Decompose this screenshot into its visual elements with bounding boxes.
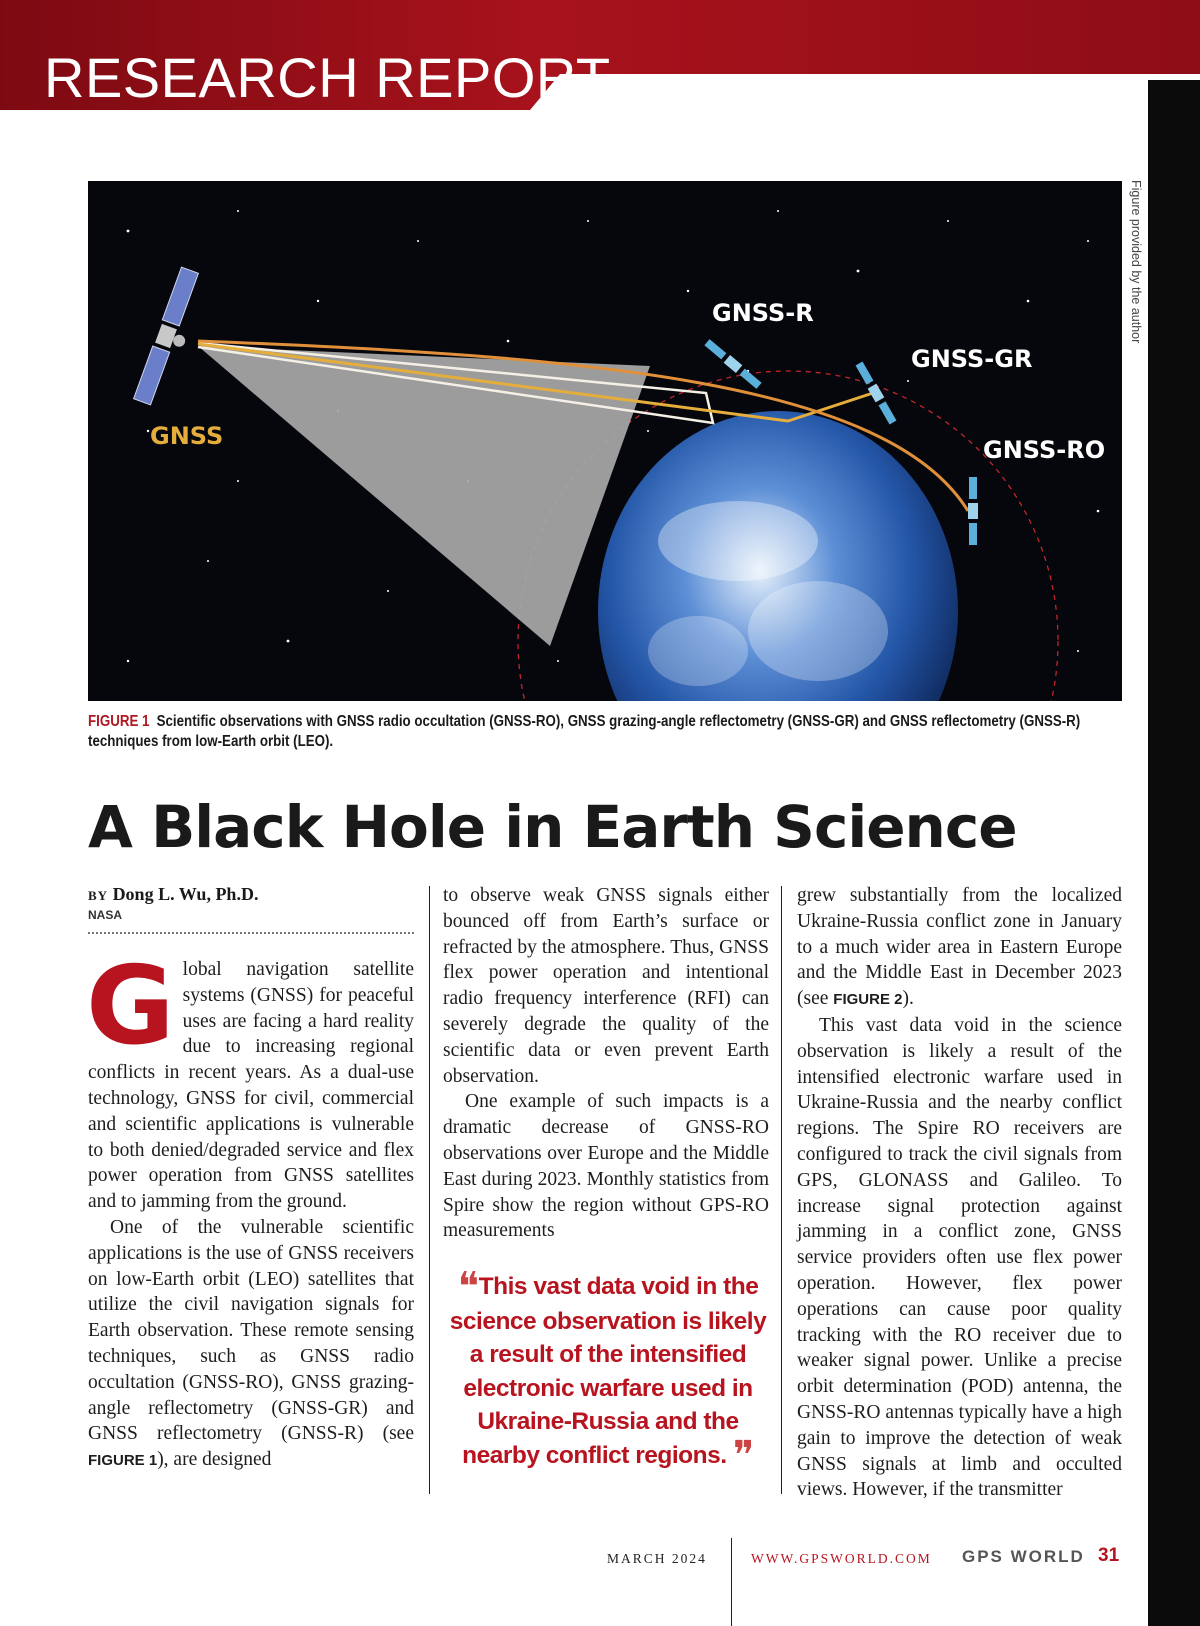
column-divider-2 [781,886,782,1494]
gnss-r-satellite-icon [704,338,763,389]
reflection-cone [198,346,650,646]
paragraph-text: One of the vulnerable scientific applications is the use of GNSS receivers on low-Earth orbit (LEO) satellites that utilize the civil navigation signals for Earth observation. These remote sensing techniques, such as GNSS radio occultation (GNSS-RO), GNSS grazing-angle reflectometry (GNSS-GR) and GNSS reflectometry (GNSS-R) (see [88,1216,414,1445]
paragraph-text: One example of such impacts is a dramatic decrease of GNSS-RO observations over Europe and the Middle East during 2023. Monthly statistics from Spire show the region without GPS-RO measurements [443,1091,769,1242]
body-column-1 [86,944,414,1474]
paragraph-text: ), are designed [157,1449,272,1471]
caption-figure-number: FIGURE 1 [88,713,150,730]
article-title: A Black Hole in Earth Science [88,793,1017,861]
paragraph-text: grew substantially from the localized Ukraine-Russia conflict zone in January to a much wider area in Eastern Europe and the Middle East in December 2023 (see [797,885,1122,1010]
label-gnss-ro: GNSS-RO [983,436,1106,464]
author-affiliation: NASA [88,908,123,922]
byline-by: BY [88,888,109,903]
gnss-illustration [88,181,1122,701]
website-link[interactable]: WWW.GPSWORLD.COM [751,1551,932,1566]
pull-quote-text: This vast data void in the science observation is likely a result of the intensified electronic warfare used in Ukraine-Russia and the nearby conflict regions. [449,1273,767,1469]
paragraph-text: lobal navigation satellite systems (GNSS) for peaceful uses are facing a hard reality due to increasing regional conflicts in recent years. As a dual-use technology, GNSS for civil, commercial and scientific applications is vulnerable to both denied/degraded service and flex power operation from GNSS satellites and to jamming from the ground. [88,959,414,1213]
open-quote-icon: ❝ [457,1264,479,1310]
paragraph [443,883,769,1089]
paragraph [443,1089,769,1244]
label-gnss-r: GNSS-R [712,299,814,327]
footer-divider [731,1538,732,1626]
gnss-satellite-icon [134,267,209,408]
label-gnss-gr: GNSS-GR [911,345,1033,373]
issue-date: MARCH 2024 [607,1551,707,1566]
label-gnss: GNSS [150,422,224,450]
magazine-name: GPS WORLD [962,1547,1085,1566]
gnss-ro-satellite-icon [968,477,978,545]
paragraph [88,1215,414,1474]
close-quote-icon: ❞ [732,1432,754,1479]
drop-cap: G [86,944,175,1069]
paragraph-text: to observe weak GNSS signals either bounced off from Earth’s surface or refracted by the atmosphere. Thus, GNSS flex power operation and intentional radio frequency interference (RFI) can severely degrade the quality of the scientific data or even prevent Earth observation. [443,885,769,1087]
paragraph-text: This vast data void in the science observation is likely a result of the intensified electronic warfare used in Ukraine-Russia and the nearby conflict regions. The Spire RO receivers are configured to track the civil signals from GPS, GLONASS and Galileo. To increase signal protection against jamming in a conflict zone, GNSS service providers often use flex power operation. However, flex power operations can cause poor quality tracking with the RO receiver due to weaker signal power. Unlike a precise orbit determination (POD) antenna, the GNSS-RO antennas typically have a high gain to improve the detection of weak GNSS signals at limb and occulted views. However, if the transmitter [797,1014,1122,1501]
paragraph [797,1013,1122,1503]
page-edge-bar [1148,80,1200,1626]
paragraph [86,944,414,1215]
body-column-2 [443,883,769,1244]
byline [88,884,414,905]
author-name: Dong L. Wu, Ph.D. [112,884,259,904]
paragraph-text: ). [902,988,914,1010]
figure-1-reference: FIGURE 1 [88,1452,158,1470]
section-title: RESEARCH REPORT [44,46,611,109]
figure-2-reference: FIGURE 2 [833,991,903,1009]
paragraph [797,883,1122,1013]
page-number: 31 [1098,1545,1120,1566]
column-divider-1 [429,886,430,1494]
figure-credit: Figure provided by the author [1129,180,1143,344]
figure-caption [88,712,1099,752]
caption-text: Scientific observations with GNSS radio occultation (GNSS-RO), GNSS grazing-angle reflectometry (GNSS-GR) and GNSS reflectometry (GNSS-R) techniques from low-Earth orbit (LEO). [88,713,1081,750]
body-column-3 [797,883,1122,1503]
pull-quote [446,1264,770,1479]
figure-1-image [88,181,1122,701]
byline-divider [88,932,414,934]
gnss-gr-satellite-icon [855,361,898,425]
